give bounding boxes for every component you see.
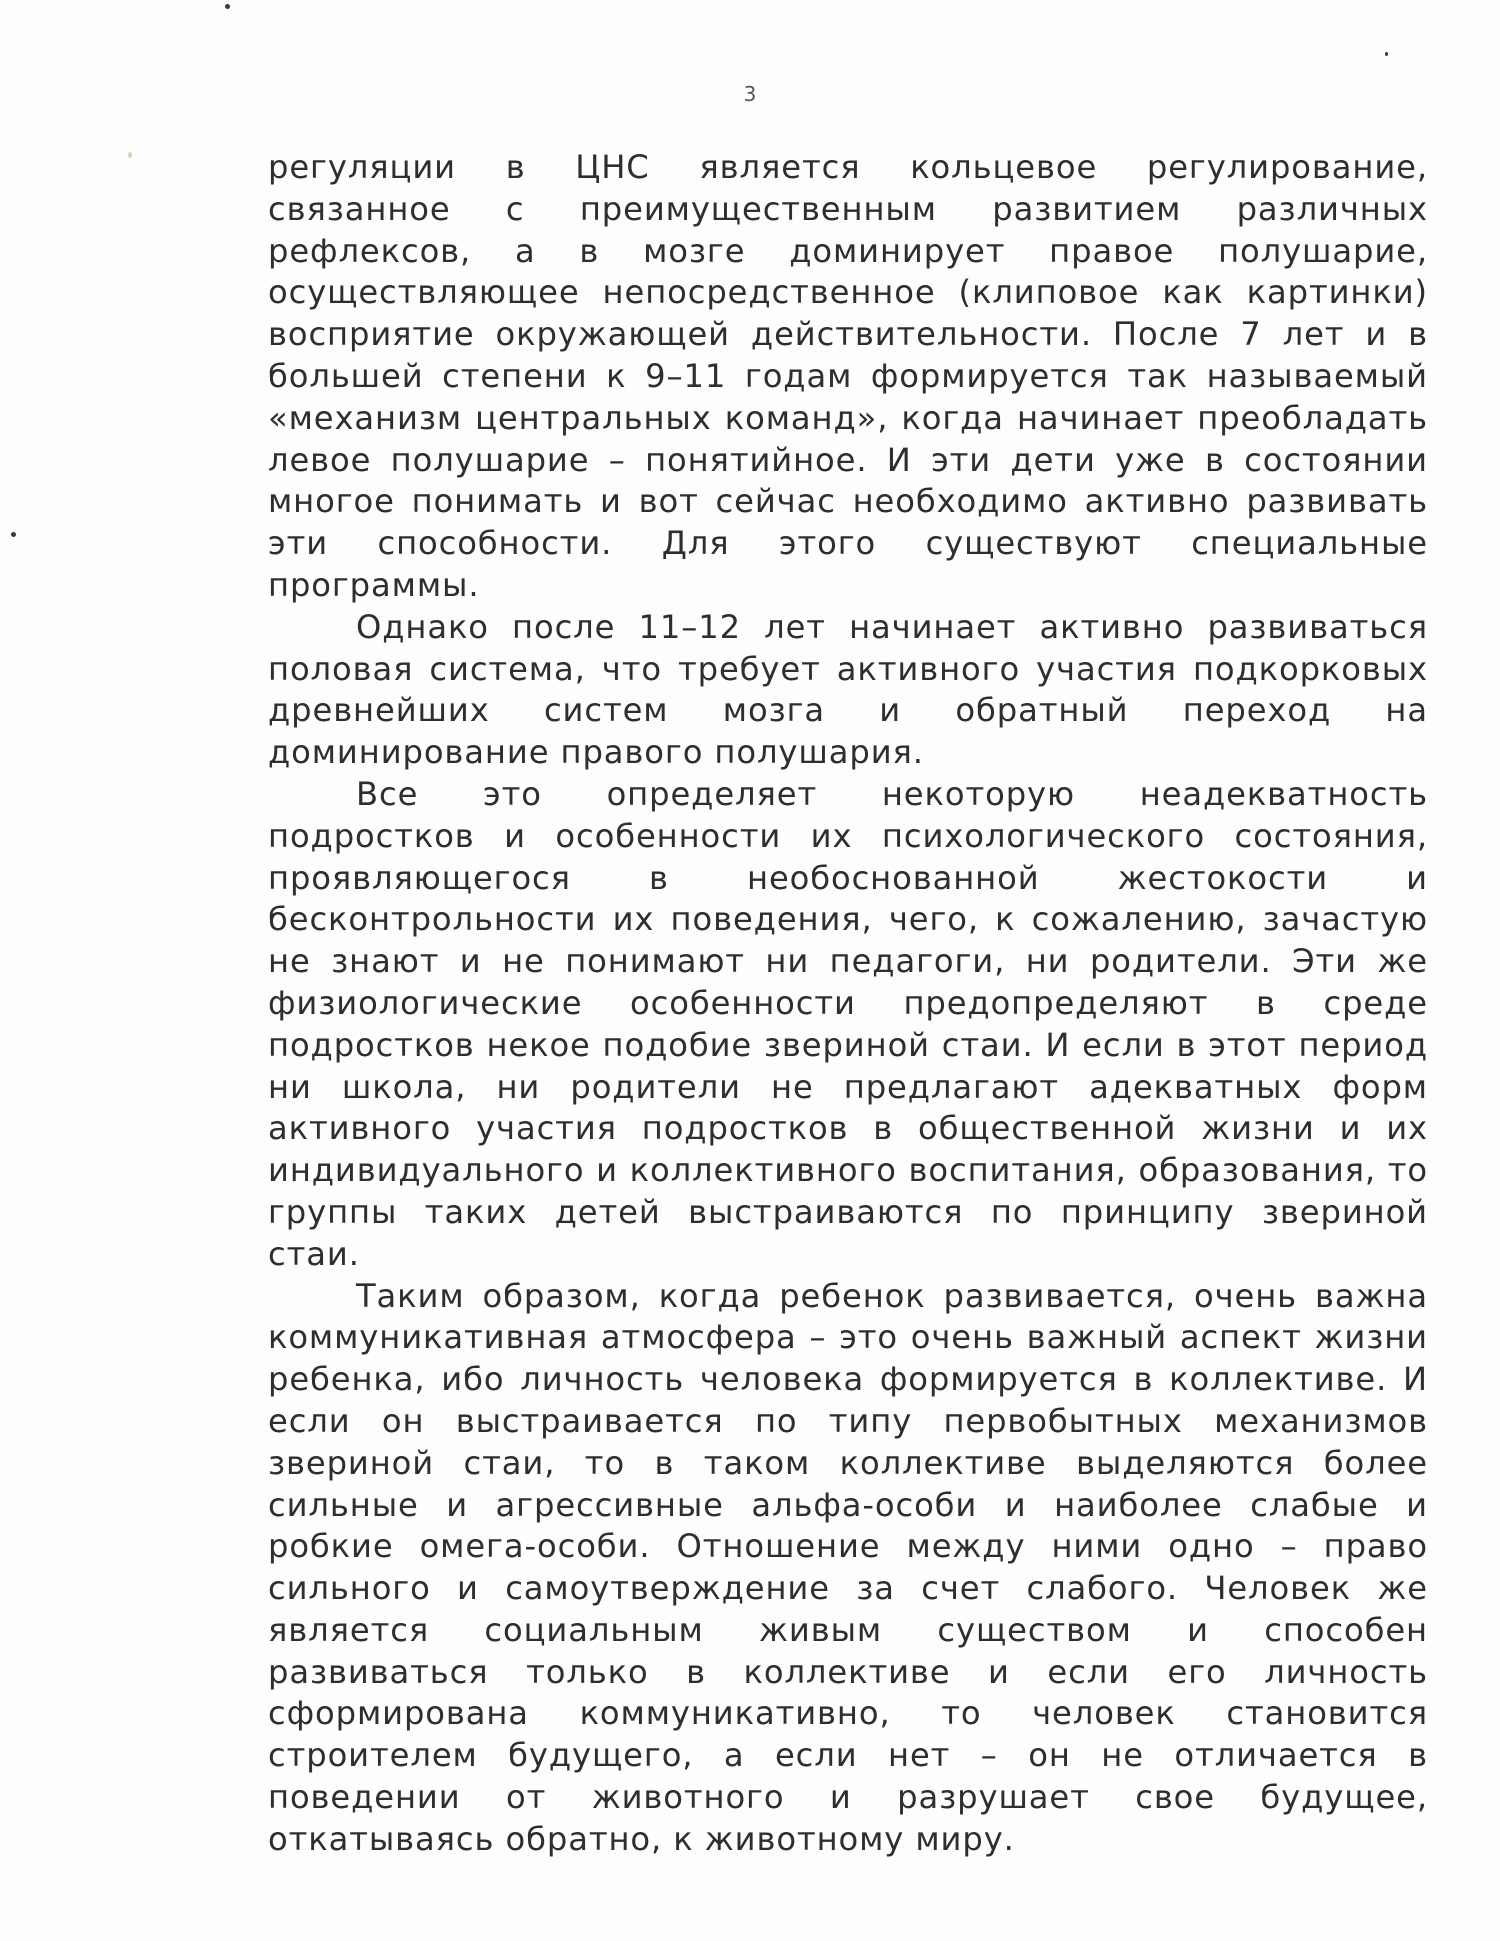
paragraph-1: регуляции в ЦНС является кольцевое регулирование, связанное с преимущественным развитием различных рефлексов, а в мозге доминирует правое полушарие, осуществляющее непосредственное (клиповое как картинки) восприятие окружающей действительности. После 7 лет и в большей степени к 9–11 годам формируется так называемый «механизм центральных команд», когда начинает преобладать левое полушарие – понятийное. И эти дети уже в состоянии многое понимать и вот сейчас необходимо активно развивать эти способности. Для этого существуют специальные программы.	[268, 148, 1428, 604]
paragraph-4: Таким образом, когда ребенок развивается, очень важна коммуникативная атмосфера – это очень важный аспект жизни ребенка, ибо личность человека формируется в коллективе. И если он выстраивается по типу первобытных механизмов звериной стаи, то в таком коллективе выделяются более сильные и агрессивные альфа-особи и наиболее слабые и робкие омега-особи. Отношение между ними одно – право сильного и самоутверждение за счет слабого. Человек же является социальным живым существом и способен развиваться только в коллективе и если его личность сформирована коммуникативно, то человек становится строителем будущего, а если нет – он не отличается в поведении от животного и разрушает свое будущее, откатываясь обратно, к животному миру.	[268, 1276, 1428, 1858]
scan-speck	[225, 4, 230, 9]
scan-speck	[11, 532, 16, 537]
page-number: 3	[743, 82, 757, 106]
scan-speck	[1385, 52, 1388, 56]
scan-speck	[128, 152, 132, 158]
paragraph-3: Все это определяет некоторую неадекватность подростков и особенности их психологического состояния, проявляющегося в необоснованной жестокости и бесконтрольности их поведения, чего, к сожалению, зачастую не знают и не понимают ни педагоги, ни родители. Эти же физиологические особенности предопределяют в среде подростков некое подобие звериной стаи. И если в этот период ни школа, ни родители не предлагают адекватных форм активного участия подростков в общественной жизни и их индивидуального и коллективного воспитания, образования, то группы таких детей выстраиваются по принципу звериной стаи.	[268, 774, 1428, 1273]
document-body	[268, 147, 1428, 1861]
paragraph-2: Однако после 11–12 лет начинает активно развиваться половая система, что требует активного участия подкорковых древнейших систем мозга и обратный переход на доминирование правого полушария.	[268, 607, 1428, 772]
